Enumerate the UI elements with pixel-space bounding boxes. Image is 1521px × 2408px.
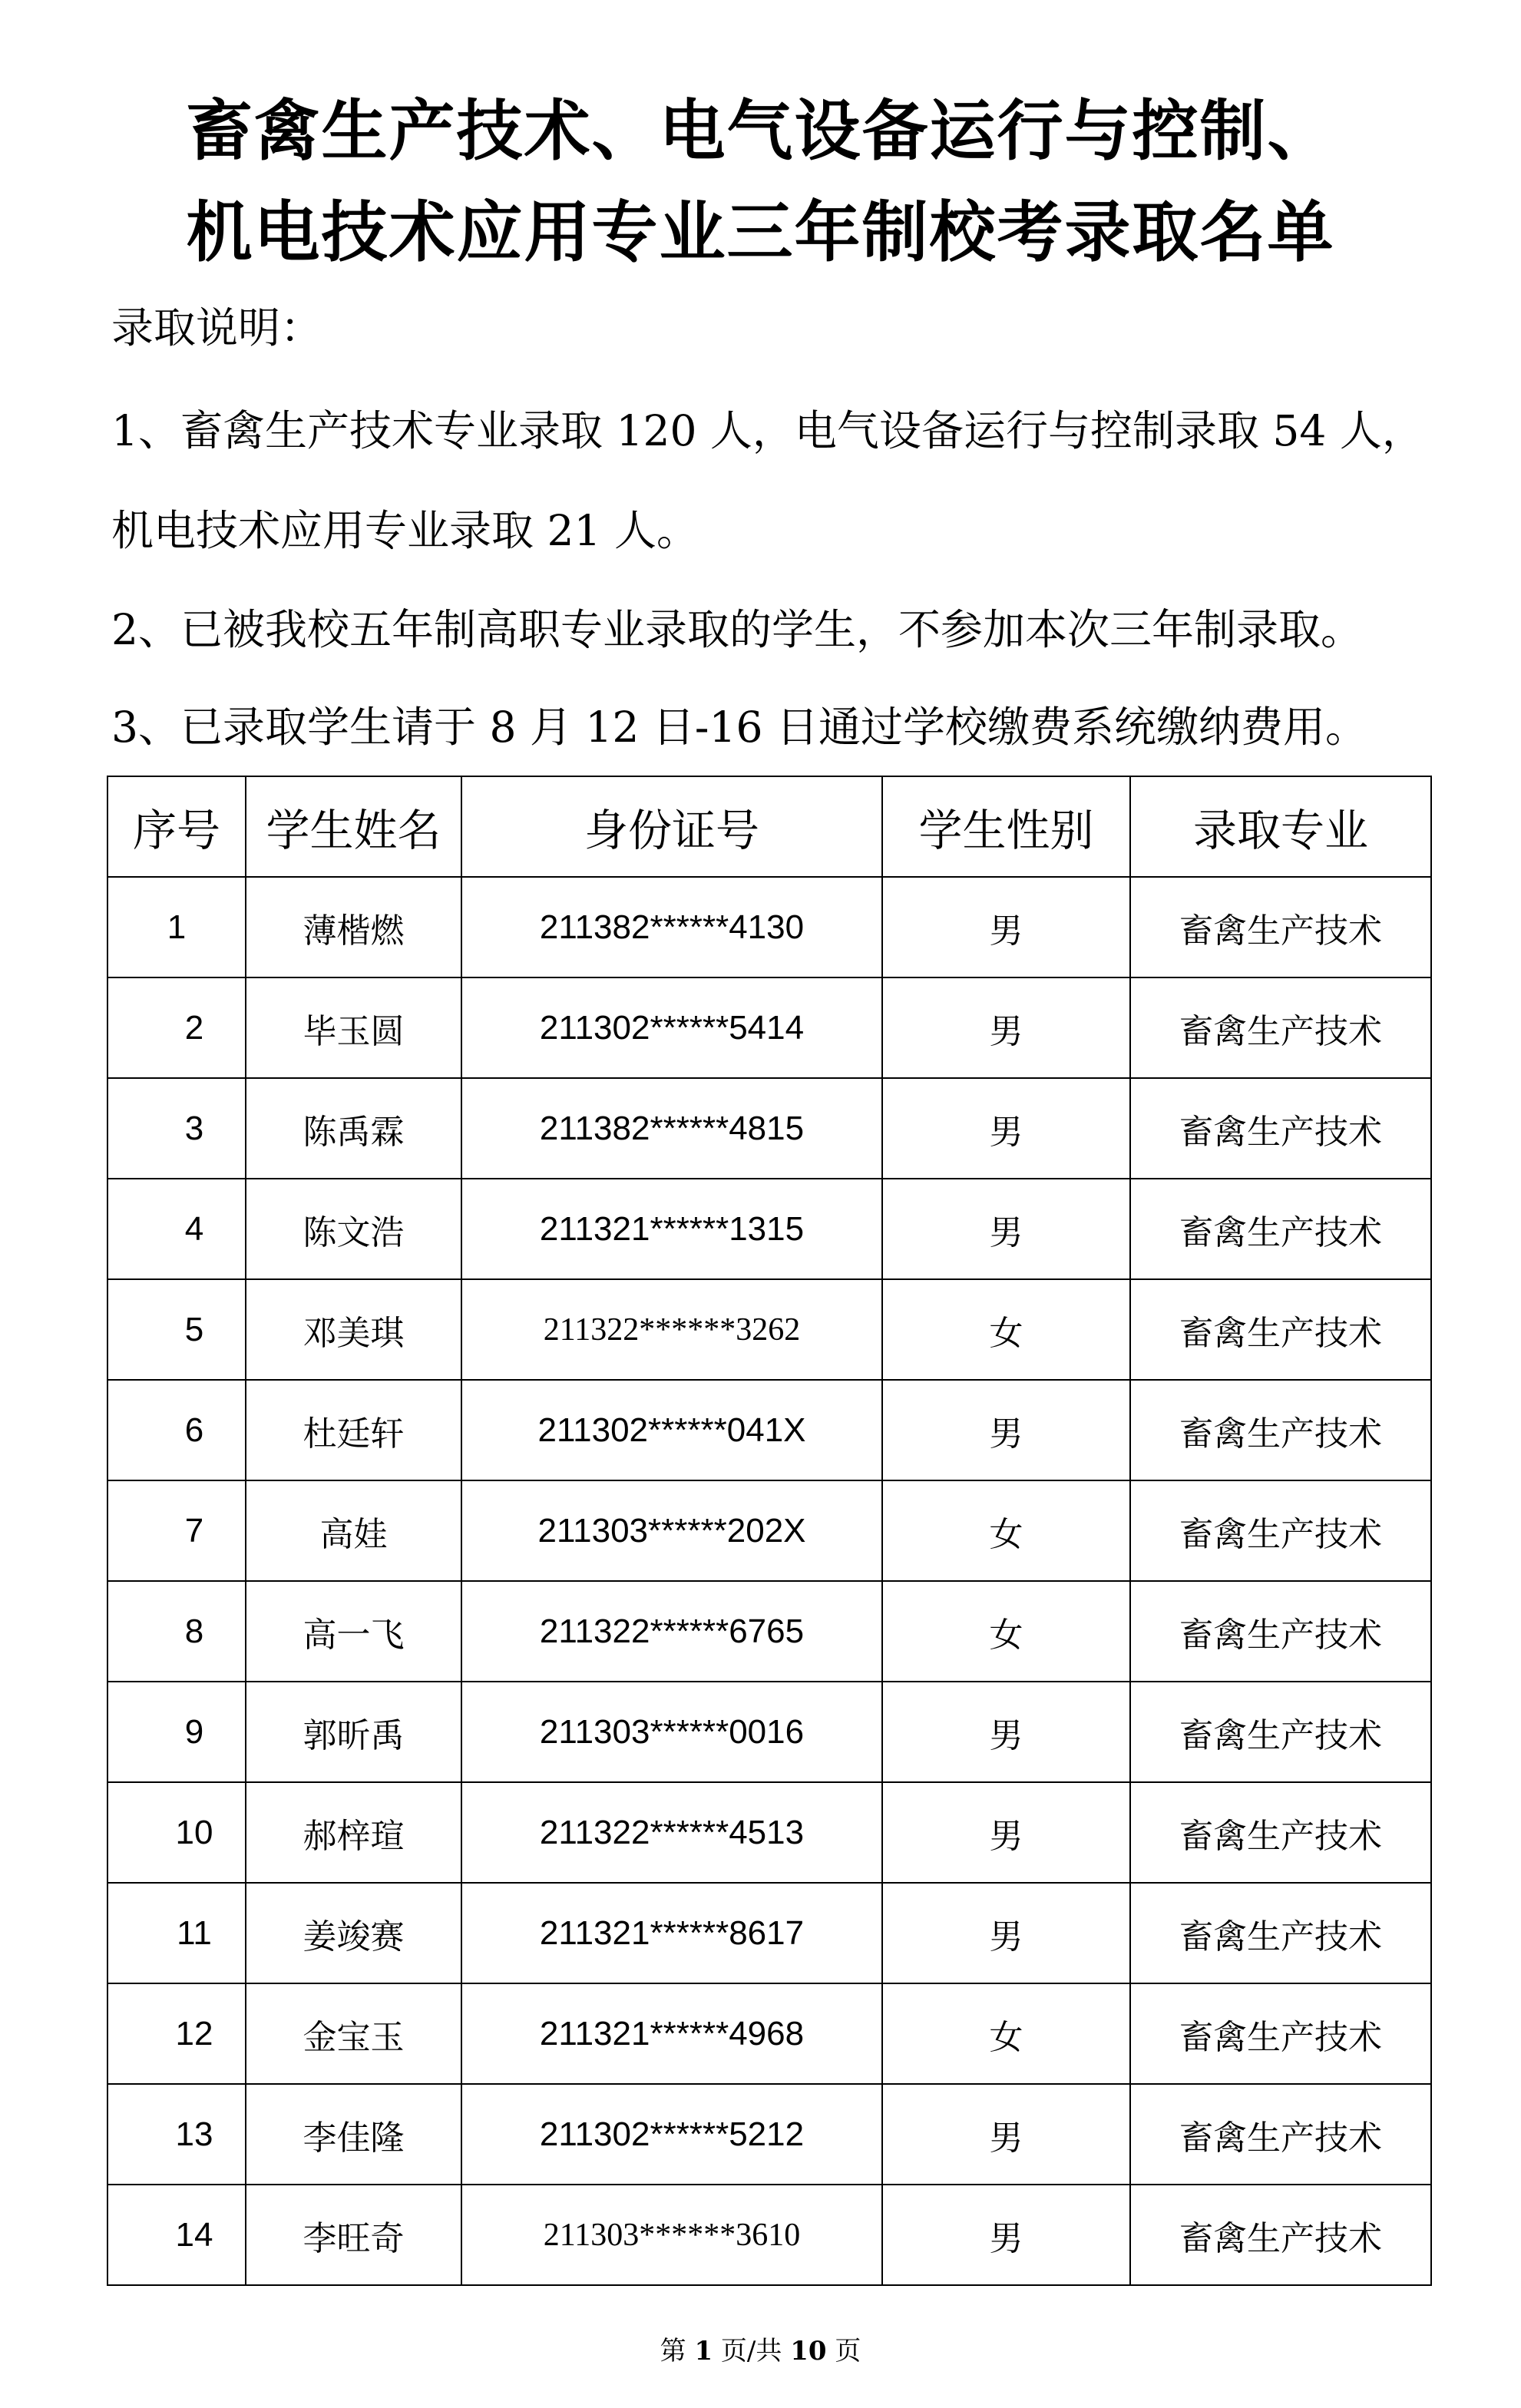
cell-gender: 女 — [882, 1279, 1130, 1380]
table-row — [107, 2185, 1431, 2285]
cell-no: 4 — [107, 1179, 246, 1279]
table-row — [107, 1078, 1431, 1179]
table-row — [107, 977, 1431, 1078]
cell-name: 陈禹霖 — [246, 1078, 461, 1179]
cell-name: 薄楷燃 — [246, 877, 461, 977]
table-row — [107, 1682, 1431, 1782]
cell-name: 郝梓瑄 — [246, 1782, 461, 1883]
cell-name: 邓美琪 — [246, 1279, 461, 1380]
cell-name: 毕玉圆 — [246, 977, 461, 1078]
cell-name: 金宝玉 — [246, 1983, 461, 2084]
table-row — [107, 1179, 1431, 1279]
cell-id: 211321******8617 — [461, 1883, 882, 1983]
cell-no: 6 — [107, 1380, 246, 1480]
cell-id: 211302******5212 — [461, 2084, 882, 2185]
cell-gender: 男 — [882, 1883, 1130, 1983]
cell-id: 211303******3610 — [461, 2185, 882, 2285]
table-row — [107, 1380, 1431, 1480]
note-item-3: 3、已录取学生请于 8 月 12 日-16 日通过学校缴费系统缴纳费用。 — [111, 703, 1367, 752]
cell-id: 211382******4815 — [461, 1078, 882, 1179]
cell-gender: 男 — [882, 1682, 1130, 1782]
page-footer — [0, 2334, 1521, 2368]
footer-prefix: 第 — [660, 2336, 695, 2367]
cell-id: 211322******3262 — [461, 1279, 882, 1380]
cell-no: 11 — [107, 1883, 246, 1983]
page-title-line2: 机电技术应用专业三年制校考录取名单 — [186, 194, 1335, 271]
cell-name: 李佳隆 — [246, 2084, 461, 2185]
cell-no: 8 — [107, 1581, 246, 1682]
cell-major: 畜禽生产技术 — [1130, 1581, 1431, 1682]
cell-id: 211321******1315 — [461, 1179, 882, 1279]
table-row — [107, 1883, 1431, 1983]
note-item-1-line2: 机电技术应用专业录取 21 人。 — [111, 506, 699, 555]
cell-gender: 女 — [882, 1983, 1130, 2084]
cell-major: 畜禽生产技术 — [1130, 877, 1431, 977]
cell-no: 14 — [107, 2185, 246, 2285]
header-gender: 学生性别 — [882, 776, 1130, 877]
table-row — [107, 1983, 1431, 2084]
cell-major: 畜禽生产技术 — [1130, 1480, 1431, 1581]
cell-id: 211303******0016 — [461, 1682, 882, 1782]
cell-gender: 男 — [882, 1179, 1130, 1279]
cell-gender: 男 — [882, 2185, 1130, 2285]
cell-major: 畜禽生产技术 — [1130, 2084, 1431, 2185]
admission-table — [107, 776, 1432, 2286]
header-id: 身份证号 — [461, 776, 882, 877]
cell-no: 10 — [107, 1782, 246, 1883]
cell-no: 2 — [107, 977, 246, 1078]
footer-middle: 页/共 — [713, 2336, 791, 2367]
header-no: 序号 — [107, 776, 246, 877]
table-header-row — [107, 776, 1431, 877]
cell-major: 畜禽生产技术 — [1130, 1682, 1431, 1782]
cell-no: 9 — [107, 1682, 246, 1782]
header-name: 学生姓名 — [246, 776, 461, 877]
cell-gender: 男 — [882, 877, 1130, 977]
cell-id: 211322******4513 — [461, 1782, 882, 1883]
cell-no: 7 — [107, 1480, 246, 1581]
table-row — [107, 877, 1431, 977]
cell-no: 3 — [107, 1078, 246, 1179]
note-item-2: 2、已被我校五年制高职专业录取的学生，不参加本次三年制录取。 — [111, 605, 1363, 654]
footer-total-pages: 10 — [790, 2336, 827, 2367]
cell-major: 畜禽生产技术 — [1130, 1078, 1431, 1179]
cell-gender: 男 — [882, 1782, 1130, 1883]
cell-gender: 女 — [882, 1480, 1130, 1581]
note-item-1-line1: 1、畜禽生产技术专业录取 120 人，电气设备运行与控制录取 54 人， — [111, 406, 1424, 455]
table-row — [107, 2084, 1431, 2185]
cell-no: 5 — [107, 1279, 246, 1380]
table-row — [107, 1782, 1431, 1883]
table-row — [107, 1279, 1431, 1380]
cell-major: 畜禽生产技术 — [1130, 1380, 1431, 1480]
cell-name: 郭昕禹 — [246, 1682, 461, 1782]
cell-major: 畜禽生产技术 — [1130, 1983, 1431, 2084]
cell-gender: 男 — [882, 977, 1130, 1078]
table-row — [107, 1480, 1431, 1581]
cell-major: 畜禽生产技术 — [1130, 1883, 1431, 1983]
cell-name: 高一飞 — [246, 1581, 461, 1682]
table-row — [107, 1581, 1431, 1682]
cell-no: 12 — [107, 1983, 246, 2084]
cell-gender: 男 — [882, 1078, 1130, 1179]
cell-name: 李旺奇 — [246, 2185, 461, 2285]
cell-major: 畜禽生产技术 — [1130, 977, 1431, 1078]
cell-no: 1 — [107, 877, 246, 977]
footer-page-number: 1 — [694, 2336, 713, 2367]
cell-name: 姜竣赛 — [246, 1883, 461, 1983]
cell-id: 211322******6765 — [461, 1581, 882, 1682]
cell-id: 211382******4130 — [461, 877, 882, 977]
cell-gender: 男 — [882, 2084, 1130, 2185]
cell-no: 13 — [107, 2084, 246, 2185]
cell-major: 畜禽生产技术 — [1130, 2185, 1431, 2285]
notes-heading: 录取说明： — [111, 303, 323, 352]
cell-name: 杜廷轩 — [246, 1380, 461, 1480]
cell-id: 211302******041X — [461, 1380, 882, 1480]
cell-gender: 男 — [882, 1380, 1130, 1480]
header-major: 录取专业 — [1130, 776, 1431, 877]
footer-suffix: 页 — [826, 2336, 861, 2367]
cell-major: 畜禽生产技术 — [1130, 1179, 1431, 1279]
cell-id: 211302******5414 — [461, 977, 882, 1078]
cell-name: 高娃 — [246, 1480, 461, 1581]
cell-id: 211321******4968 — [461, 1983, 882, 2084]
cell-major: 畜禽生产技术 — [1130, 1782, 1431, 1883]
cell-gender: 女 — [882, 1581, 1130, 1682]
cell-id: 211303******202X — [461, 1480, 882, 1581]
page-title-line1: 畜禽生产技术、电气设备运行与控制、 — [186, 93, 1335, 170]
cell-major: 畜禽生产技术 — [1130, 1279, 1431, 1380]
cell-name: 陈文浩 — [246, 1179, 461, 1279]
